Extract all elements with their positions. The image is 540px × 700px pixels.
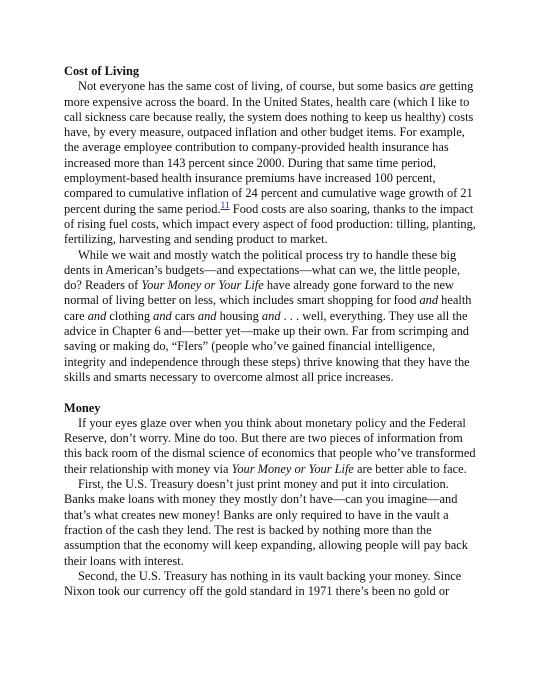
italic-run: and: [153, 308, 172, 323]
text-run: First, the U.S. Treasury doesn’t just print money and put it into circulation. Banks make loans with money they mostly don’t have—can you imagine—and that’s what creates new money! Banks are only required to have in the vault a fraction of the cash they lend. The rest is backed by nothing more than the assumption that the economy will keep expanding, allowing people will pay back their loans with interest.: [64, 477, 468, 568]
text-run: If your eyes glaze over when you think about monetary policy and the Federal Reserve, don’t worry. Mine do too. But there are two pieces of information from this back room of the dismal science of economics that people who’ve transformed their relationship with money via: [64, 415, 476, 476]
text-run: . . . well, everything. They use all the advice in Chapter 6 and—better yet—make up their own. Far from scrimping and saving or making do, “FIers” (people who’ve gained financial intelligence, integrity and independence through these steps) thrive knowing that they have the skills and smarts necessary to overcome almost all price increases.: [64, 308, 470, 384]
text-run: Not everyone has the same cost of living, of course, but some basics: [78, 79, 420, 94]
italic-run: Your Money or Your Life: [231, 461, 354, 476]
paragraph: [64, 569, 478, 600]
italic-run: Your Money or Your Life: [141, 278, 264, 293]
text-run: clothing: [106, 308, 154, 323]
italic-run: are: [419, 79, 436, 94]
text-run: cars: [171, 308, 198, 323]
italic-run: and: [87, 308, 107, 323]
text-run: are better able to face.: [353, 461, 467, 476]
section-cost-of-living: [64, 64, 478, 385]
section-heading: Money: [64, 400, 101, 415]
text-run: have already gone forward to the new normal of living better on less, which includes smart shopping for food: [64, 278, 455, 308]
italic-run: and: [197, 308, 217, 323]
section-heading: Cost of Living: [64, 64, 140, 78]
paragraph: [64, 79, 478, 247]
paragraph: [64, 248, 478, 386]
footnote-link[interactable]: 11: [220, 200, 230, 211]
text-run: Food costs are also soaring, thanks to the impact of rising fuel costs, which impact every aspect of food production: tilling, planting, fertilizing, harvesting and sending product to market.: [64, 201, 476, 247]
italic-run: and: [261, 308, 281, 323]
section-gap: [64, 385, 478, 400]
text-run: While we wait and mostly watch the political process try to handle these big dents in American’s budgets—and expectations—what can we, the little people, do? Readers of: [64, 247, 461, 293]
paragraph: [64, 477, 478, 569]
text-run: housing: [216, 308, 262, 323]
section-money: [64, 401, 478, 600]
italic-run: and: [419, 293, 439, 308]
text-run: Second, the U.S. Treasury has nothing in its vault backing your money. Since Nixon took our currency off the gold standard in 1971 there’s been no gold or: [64, 568, 462, 599]
text-run: getting more expensive across the board. In the United States, health care (which I like to call sickness care because really, the system does nothing to keep us healthy) costs have, by every measure, outpaced inflation and other budget items. For example, the average employee contribution to company-provided health insurance has increased more than 143 percent since 2000. During that same time period, employment-based health insurance premiums have increased 100 percent, compared to cumulative inflation of 24 percent and cumulative wage growth of 21 percent during the same period.: [64, 79, 474, 216]
paragraph: [64, 416, 478, 477]
text-run: health care: [64, 293, 472, 323]
